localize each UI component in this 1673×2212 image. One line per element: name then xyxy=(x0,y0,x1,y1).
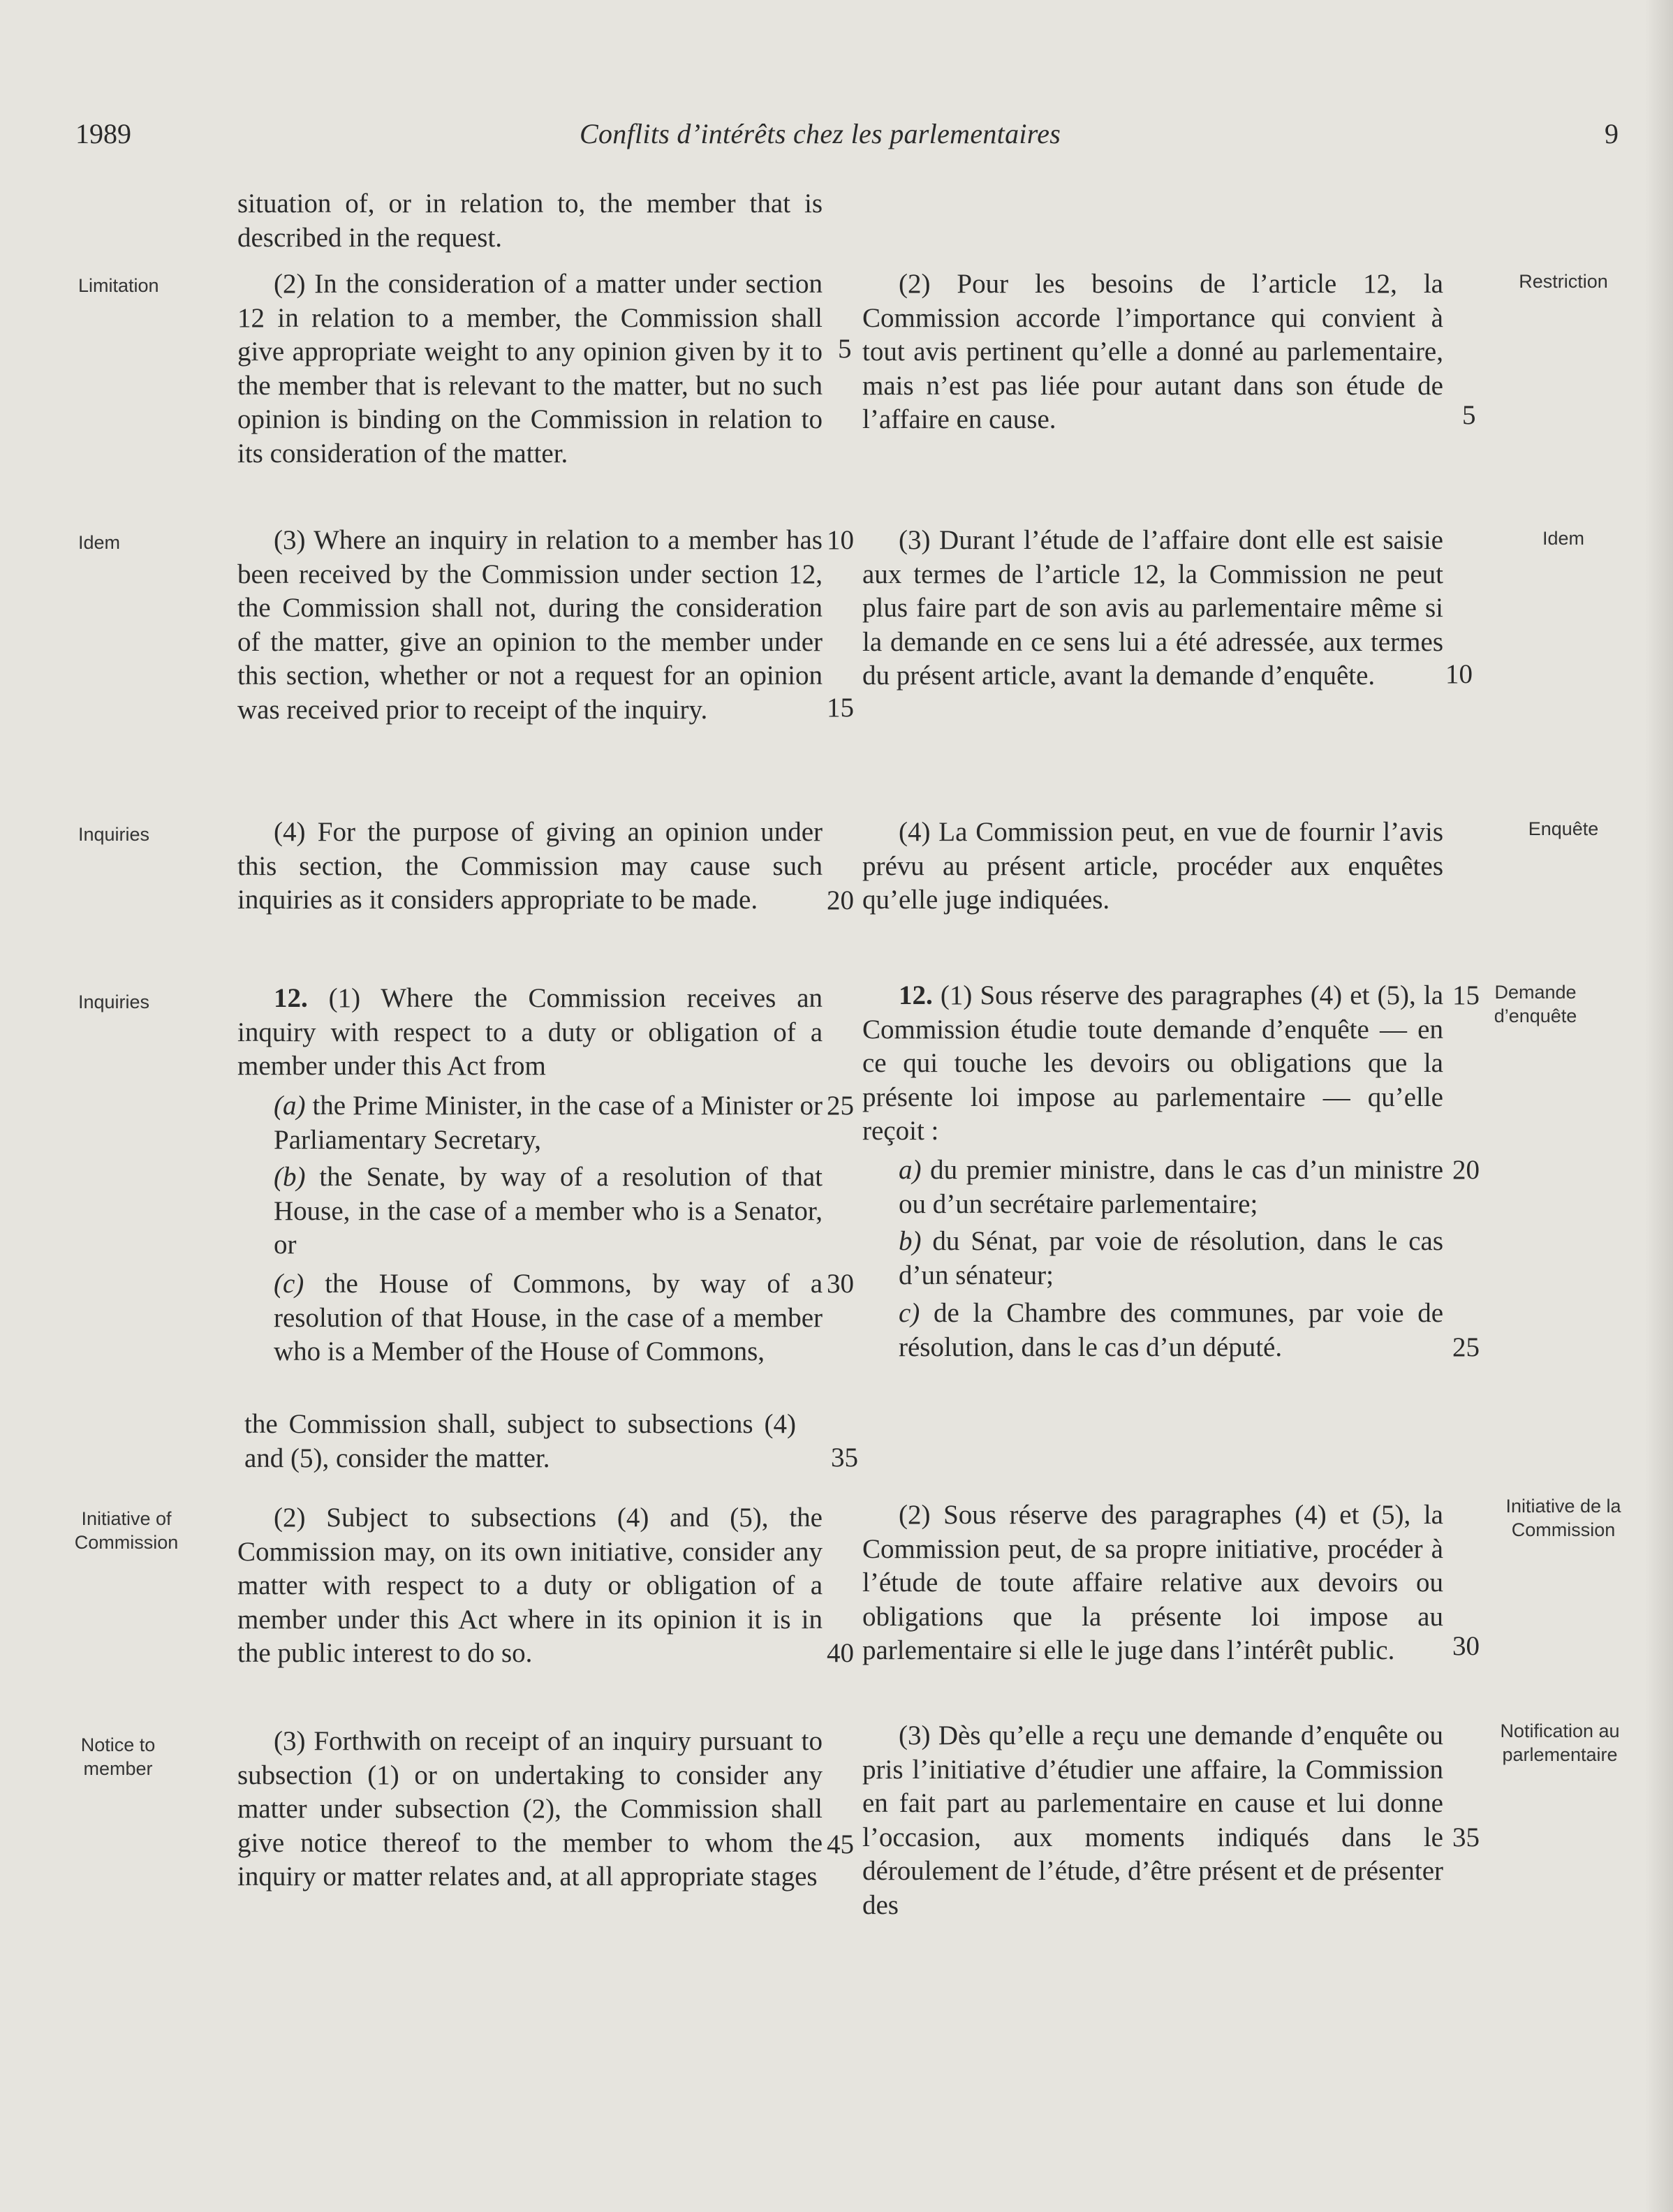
margin-note-inquiries-1: Inquiries xyxy=(78,824,150,845)
line-number: 15 xyxy=(827,693,854,723)
line-number: 15 xyxy=(1452,980,1480,1010)
margin-note-inquiries-2: Inquiries xyxy=(78,991,150,1012)
page-edge-shadow xyxy=(1645,0,1673,2212)
en-clause-b: (b) the Senate, by way of a resolution of that House, in the case of a member who is a Senator, or xyxy=(274,1162,823,1260)
header-year: 1989 xyxy=(75,118,131,149)
en-section-12-3: (3) Forthwith on receipt of an inquiry pursuant to subsection (1) or on undertaking to consider any matter under subsection (2), the Commission shall give notice thereof to the member to whom the inquiry or matter relates and, at all appropriate stages xyxy=(237,1726,823,1892)
line-number: 5 xyxy=(1462,400,1476,430)
fr-clause-c: c) de la Chambre des communes, par voie de résolution, dans le cas d’un député. xyxy=(899,1298,1444,1362)
en-paragraph-11-4: (4) For the purpose of giving an opinion under this section, the Commission may cause such inquiries as it considers appropriate to be made. xyxy=(237,817,823,915)
fr-paragraph-11-3: (3) Durant l’étude de l’affaire dont elle est saisie aux termes de l’article 12, la Commission ne peut plus faire part de son avis au parlementaire même si la demande en ce sens lui a été adressée, aux termes du présent article, avant la demande d’enquête. xyxy=(862,525,1443,691)
line-number: 20 xyxy=(827,885,854,915)
en-section-12-1-closing: the Commission shall, subject to subsections (4) and (5), consider the matter. xyxy=(244,1409,796,1473)
en-paragraph-11-2: (2) In the consideration of a matter under section 12 in relation to a member, the Commission shall give appropriate weight to any opinion given by it to the member that is relevant to the matter, but no such opinion is binding on the Commission in relation to its consideration of the matter. xyxy=(237,269,823,469)
line-number: 35 xyxy=(1452,1822,1480,1852)
en-paragraph-11-3: (3) Where an inquiry in relation to a member has been received by the Commission under section 12, the Commission shall not, during the consideration of the matter, give an opinion to the member under this section, whether or not a request for an opinion was received prior to receipt of the inquiry. xyxy=(237,525,823,725)
line-number: 40 xyxy=(827,1638,854,1668)
line-number: 25 xyxy=(1452,1332,1480,1362)
en-section-12-number: 12. xyxy=(274,983,308,1013)
fr-section-12-2: (2) Sous réserve des paragraphes (4) et (5), la Commission peut, de sa propre initiative, procéder à l’étude de toute affaire relative aux devoirs ou obligations que la présente loi impose au parlementaire si elle le juge dans l’intérêt public. xyxy=(862,1500,1443,1665)
en-clause-a: (a) the Prime Minister, in the case of a Minister or Parliamentary Secretary, xyxy=(274,1091,823,1155)
en-paragraph-continuation: situation of, or in relation to, the member that is described in the request. xyxy=(237,189,823,253)
en-section-12-2: (2) Subject to subsections (4) and (5), the Commission may, on its own initiative, consider any matter with respect to a duty or obligation of a member under this Act where in its opinion it is in the public interest to do so. xyxy=(237,1503,823,1668)
line-number: 30 xyxy=(827,1269,854,1299)
line-number: 25 xyxy=(827,1091,854,1121)
margin-note-demande-enquete: Demande d’enquête xyxy=(1494,982,1577,1026)
margin-note-idem-fr: Idem xyxy=(1542,528,1585,549)
line-number: 10 xyxy=(827,525,854,555)
margin-note-restriction: Restriction xyxy=(1519,271,1608,292)
line-number: 35 xyxy=(831,1443,858,1473)
en-clause-c: (c) the House of Commons, by way of a resolution of that House, in the case of a member who is a Member of the House of Commons, xyxy=(274,1269,823,1366)
margin-note-enquete: Enquête xyxy=(1528,818,1599,839)
fr-paragraph-11-2: (2) Pour les besoins de l’article 12, la Commission accorde l’importance qui convient à tout avis pertinent qu’elle a donné au parlementaire, mais n’est pas liée pour autant dans son étude de l’affaire en cause. xyxy=(862,269,1443,434)
margin-note-initiative-en: Initiative of Commission xyxy=(74,1508,179,1553)
fr-clause-a: a) du premier ministre, dans le cas d’un ministre ou d’un secrétaire parlementaire; xyxy=(899,1155,1443,1219)
fr-clause-b: b) du Sénat, par voie de résolution, dans le cas d’un sénateur; xyxy=(899,1226,1444,1290)
fr-section-12-1: 12. (1) Sous réserve des paragraphes (4) et (5), la Commission étudie toute demande d’enquête — en ce qui touche les devoirs ou obligations que la présente loi impose au parlementaire — qu’elle reçoit : xyxy=(862,980,1444,1146)
margin-note-initiative-fr: Initiative de la Commission xyxy=(1505,1496,1621,1540)
margin-note-notice-en: Notice to member xyxy=(80,1734,156,1779)
en-section-12-1: 12. (1) Where the Commission receives an inquiry with respect to a duty or obligation of a member under this Act from xyxy=(237,983,823,1081)
margin-note-notice-fr: Notification au parlementaire xyxy=(1500,1720,1620,1765)
line-number: 45 xyxy=(827,1829,854,1859)
fr-section-12-number: 12. xyxy=(899,980,933,1010)
fr-section-12-3: (3) Dès qu’elle a reçu une demande d’enquête ou pris l’initiative d’étudier une affaire, la Commission en fait part au parlementaire en cause et lui donne l’occasion, aux moments indiqués dans le déroulement de l’étude, d’être présent et de présenter des xyxy=(862,1720,1443,1920)
page-number: 9 xyxy=(1605,118,1619,149)
line-number: 10 xyxy=(1445,659,1473,689)
margin-note-limitation: Limitation xyxy=(78,275,159,296)
line-number: 20 xyxy=(1452,1155,1480,1185)
header-title: Conflits d’intérêts chez les parlementaires xyxy=(580,118,1061,149)
line-number: 5 xyxy=(838,334,852,364)
fr-paragraph-11-4: (4) La Commission peut, en vue de fournir l’avis prévu au présent article, procéder aux enquêtes qu’elle juge indiquées. xyxy=(862,817,1443,915)
margin-note-idem-en: Idem xyxy=(78,532,121,553)
line-number: 30 xyxy=(1452,1631,1480,1661)
